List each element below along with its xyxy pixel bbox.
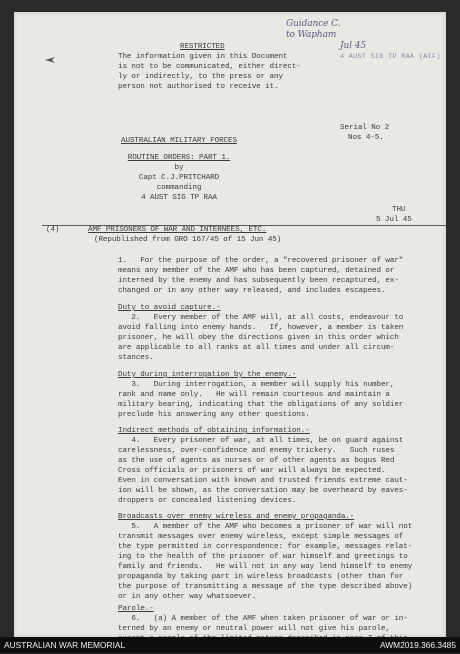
order-date: 5 Jul 45 <box>376 216 412 224</box>
para5-line-6: propaganda by taking part in wireless broadcasts (other than for <box>118 573 404 581</box>
heading-parole: Parole.- <box>118 605 154 613</box>
para6-line-1: 6. (a) A member of the AMF when taken prisoner of war or in- <box>118 615 408 623</box>
para1-line-4: changed or in any other way released, and includes escapees. <box>118 287 386 295</box>
para5-line-2: transmit messages over enemy wireless, except simple messages of <box>118 533 404 541</box>
handwritten-note-line-1: Guidance C. <box>286 19 341 29</box>
order-numbers: Nos 4-5. <box>348 134 384 142</box>
serial-number: Serial No 2 <box>340 124 390 132</box>
para1-line-3: interned by the enemy and has subsequently been recaptured, ex- <box>118 277 399 285</box>
para2-line-1: 2. Every member of the AMF will, at all costs, endeavour to <box>118 314 404 322</box>
para3-line-3: military bearing, indicating that the obligations of any soldier <box>118 401 404 409</box>
heading-indirect-methods: Indirect methods of obtaining information.- <box>118 427 310 435</box>
para4-line-4: Cross officials or prisoners of war will always be expected. <box>118 467 386 475</box>
item-number: (4) <box>46 226 60 234</box>
para5-line-4: ing to the health of the prisoner of war himself and greetings to <box>118 553 408 561</box>
orders-title: ROUTINE ORDERS: PART 1. <box>127 154 231 162</box>
para3-line-4: preclude his answering any other questions. <box>118 411 310 419</box>
force-heading: AUSTRALIAN MILITARY FORCES <box>121 137 237 145</box>
para4-line-3: as the use of agents as nurses or of other agents as bogus Red <box>118 457 395 465</box>
para3-line-1: 3. During interrogation, a member will supply his number, <box>118 381 395 389</box>
classification-heading: RESTRICTED <box>180 43 225 51</box>
document-page <box>14 12 446 637</box>
para4-line-5: Even in conversation with known and trusted friends extreme caut- <box>118 477 408 485</box>
heading-interrogation: Duty during interrogation by the enemy.- <box>118 371 297 379</box>
para5-line-3: the type permitted in correspondence: for example, messages relat- <box>118 543 413 551</box>
footer-accession-number: AWM2019.366.3485 <box>379 640 456 650</box>
para3-line-2: rank and name only. He will remain courteous and maintain a <box>118 391 390 399</box>
item-republished: (Republished from GRO 167/45 of 15 Jun 45) <box>94 236 282 244</box>
caveat-line-2: is not to be communicated, either direct- <box>118 63 301 71</box>
by-label: by <box>174 164 184 172</box>
handwritten-note-line-3: Jul 45 <box>340 41 366 51</box>
unit-stamp: 4 AUST SIG TP RAA (AIF) <box>340 53 441 61</box>
para5-line-5: family and friends. He will not in any way lend himself to enemy <box>118 563 413 571</box>
para2-line-2: avoid falling into enemy hands. If, however, a member is taken <box>118 324 404 332</box>
caveat-line-1: The information given in this Document <box>118 53 288 61</box>
para2-line-5: stances. <box>118 354 154 362</box>
para6-line-2: terned by an enemy or neutral power will not give his parole, <box>118 625 390 633</box>
para4-line-2: carelessness, over-confidence and enemy trickery. Such ruses <box>118 447 395 455</box>
officer-name: Capt C.J.PRITCHARD <box>138 174 220 182</box>
para2-line-4: are applicable to all ranks at all times and under all circum- <box>118 344 395 352</box>
commanding-label: commanding <box>156 184 202 192</box>
para5-line-8: or in any other way whatsoever. <box>118 593 257 601</box>
pen-mark-icon <box>44 56 56 64</box>
day-label: THU <box>392 206 406 214</box>
heading-broadcasts: Broadcasts over enemy wireless and enemy propaganda.- <box>118 513 355 521</box>
para4-line-6: ion will be shown, as the conversation may be overheard by eaves- <box>118 487 408 495</box>
para1-line-1: 1. For the purpose of the order, a "recovered prisoner of war" <box>118 257 404 265</box>
para5-line-7: the purpose of transmitting a message of the type described above) <box>118 583 413 591</box>
para4-line-7: droppers or concealed listening devices. <box>118 497 297 505</box>
archive-footer <box>0 637 460 653</box>
footer-institution: AUSTRALIAN WAR MEMORIAL <box>4 640 126 650</box>
para2-line-3: prisoner, he will obey the directions given in this order which <box>118 334 399 342</box>
para5-line-1: 5. A member of the AMF who becomes a prisoner of war will not <box>118 523 413 531</box>
caveat-line-3: ly or indirectly, to the press or any <box>118 73 283 81</box>
handwritten-note-line-2: to Wapham <box>286 30 337 40</box>
para1-line-2: means any member of the AMF who has been captured, detained or <box>118 267 395 275</box>
unit-name: 4 AUST SIG TP RAA <box>141 194 217 202</box>
heading-avoid-capture: Duty to avoid capture.- <box>118 304 221 312</box>
para4-line-1: 4. Every prisoner of war, at all times, be on guard against <box>118 437 404 445</box>
item-title: AMF PRISONERS OF WAR AND INTERNEES, ETC. <box>88 226 267 234</box>
caveat-line-4: person not authorised to receive it. <box>118 83 279 91</box>
